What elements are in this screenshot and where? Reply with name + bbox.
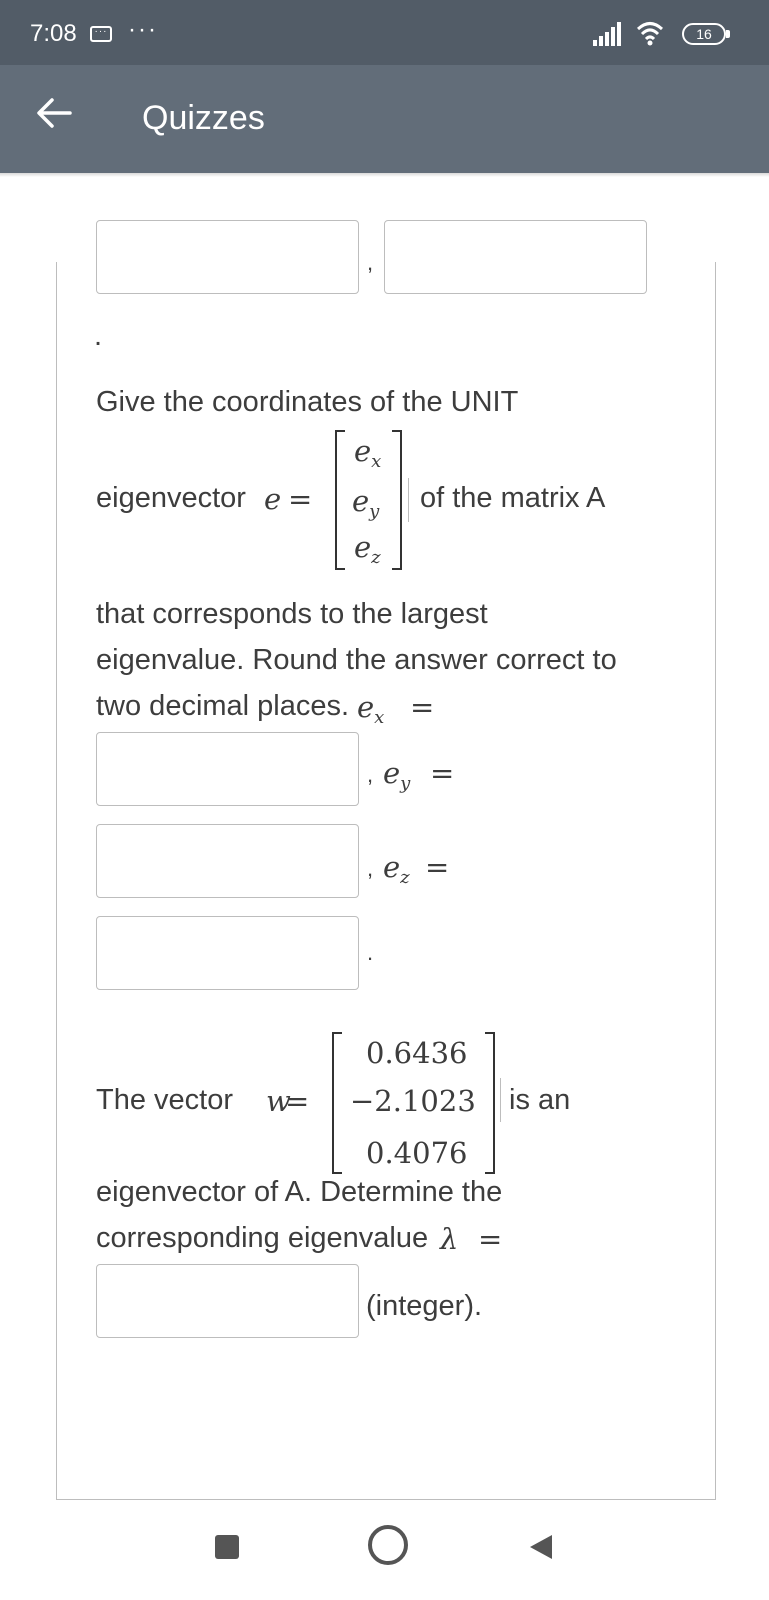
back-arrow-icon[interactable] [30,89,78,137]
eigenvalue-input[interactable] [96,1264,359,1338]
equals-ey: = [430,756,455,790]
q2-line3: corresponding eigenvalue [96,1222,429,1254]
wifi-icon [636,20,664,46]
period-ez: . [367,940,374,965]
q1-line3: that corresponds to the largest [96,598,488,630]
comma-ey: , [367,762,374,787]
ey-input[interactable] [96,824,359,898]
w-value-1: 0.6436 [366,1036,468,1070]
q1-matrix-suffix: of the matrix A [420,482,606,514]
equals-w: = [285,1084,310,1118]
period-mark: . [94,320,103,352]
home-icon[interactable] [368,1525,408,1565]
var-e: e [264,482,282,516]
q1-line5: two decimal places. [96,690,350,722]
q2-label: The vector [96,1084,233,1116]
q1-line4: eigenvalue. Round the answer correct to [96,644,617,676]
matrix-ez: $e_z$ [354,530,381,568]
system-nav-bar [0,1520,769,1600]
ex-input[interactable] [96,732,359,806]
equals-ex: = [410,690,435,724]
equals-sign: = [288,482,313,516]
equals-lambda: = [478,1222,503,1256]
label-ex: $e_x$ [357,690,385,728]
w-bracket-right [485,1032,495,1174]
nav-back-icon[interactable] [526,1532,556,1562]
status-time: 7:08 [30,20,77,47]
q2-suffix: (integer). [366,1290,483,1322]
w-matrix-divider [500,1078,501,1122]
matrix-divider [408,478,409,522]
more-notifications-icon: ··· [128,16,158,43]
status-bar [0,0,769,65]
app-bar [0,65,769,173]
q1-line1: Give the coordinates of the UNIT [96,386,519,418]
q1-eigenvector-label: eigenvector [96,482,246,514]
matrix-ey: $e_y$ [352,484,380,522]
label-ez: $e_z$ [383,850,410,888]
comma-separator: , [367,250,374,275]
recent-apps-icon[interactable] [215,1535,239,1559]
battery-icon: 16 [682,23,726,45]
matrix-bracket-right [392,430,402,570]
signal-icon [593,22,623,46]
w-value-2: −2.1023 [350,1084,476,1118]
matrix-bracket-left [335,430,345,570]
prev-answer-input-1[interactable] [96,220,359,294]
q2-line2: eigenvector of A. Determine the [96,1176,503,1208]
q2-is-an: is an [509,1084,571,1116]
w-value-3: 0.4076 [366,1136,468,1170]
var-w: w [266,1084,291,1118]
page-title: Quizzes [142,99,265,137]
matrix-ex: $e_x$ [354,434,382,472]
prev-answer-input-2[interactable] [384,220,647,294]
w-bracket-left [332,1032,342,1174]
appbar-shadow [0,173,769,177]
comma-ez: , [367,856,374,881]
equals-ez: = [425,850,450,884]
message-notification-icon: ··· [90,26,112,42]
ez-input[interactable] [96,916,359,990]
label-ey: $e_y$ [383,756,411,794]
var-lambda: λ [440,1222,459,1256]
